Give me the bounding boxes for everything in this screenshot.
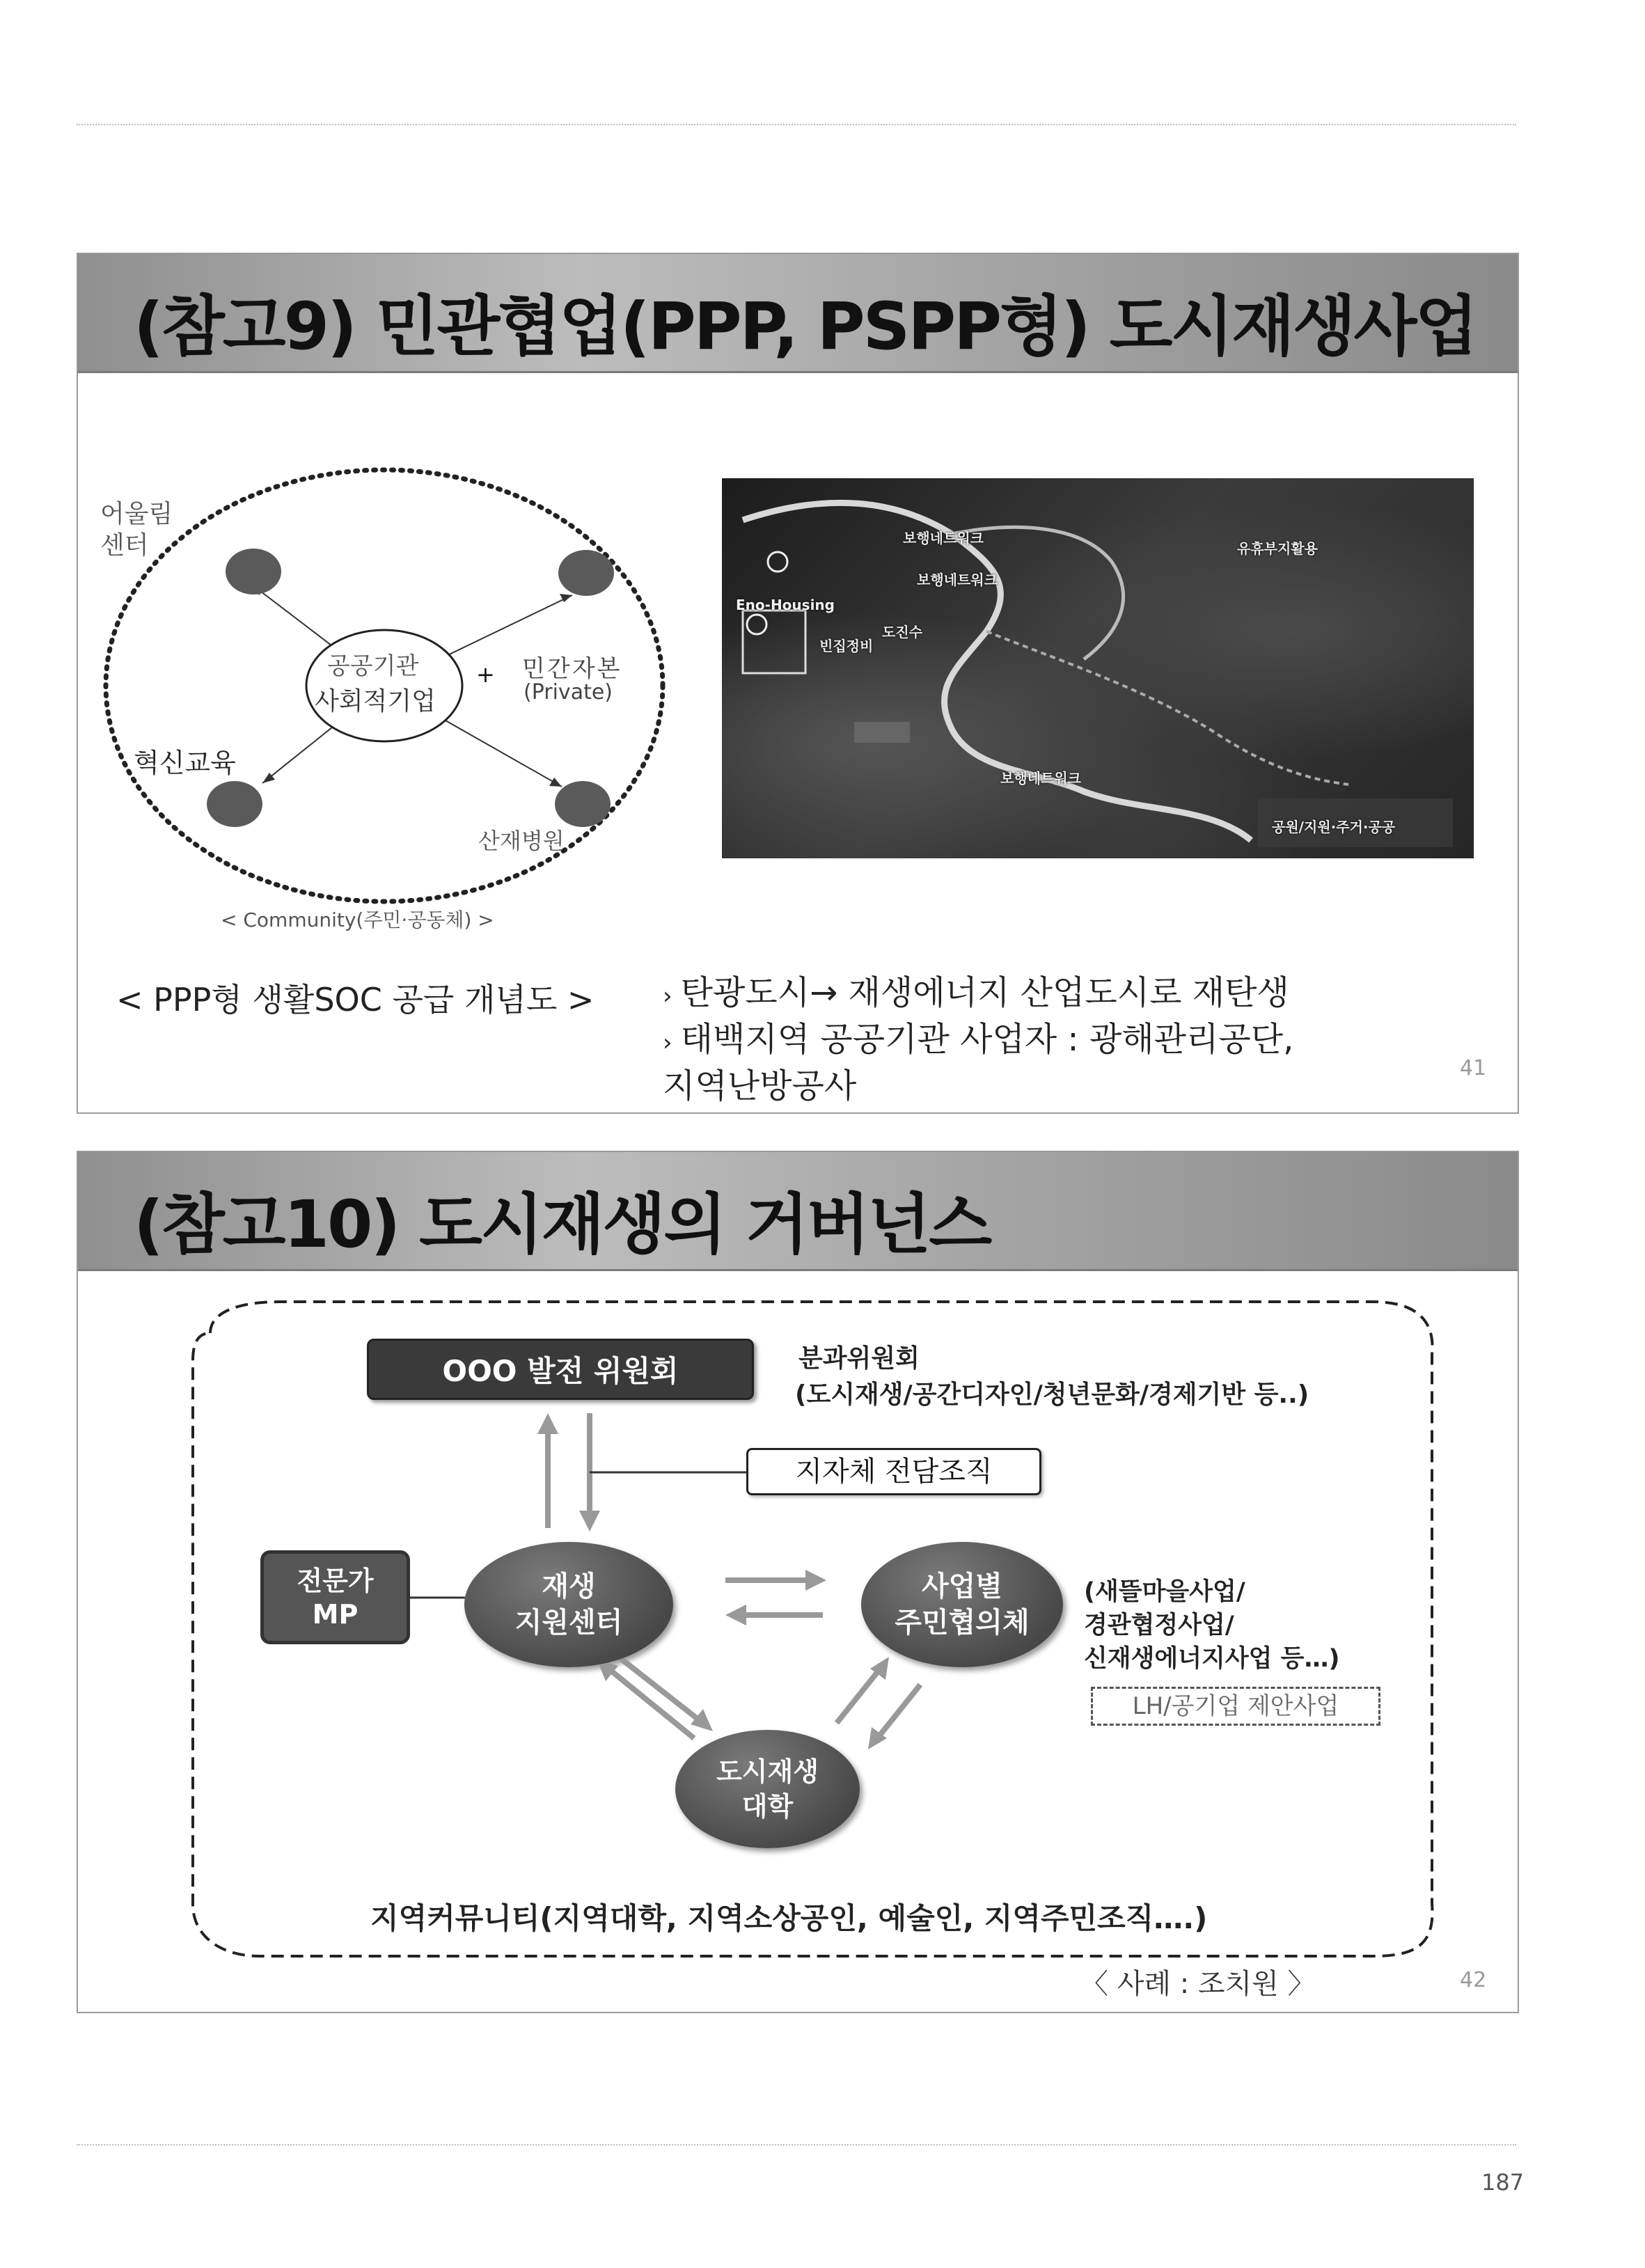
arrow-diag [837, 1671, 879, 1723]
bullet-list [663, 971, 1293, 1108]
photo-label-dojinsu: 도진수 [882, 624, 922, 640]
expert-label: 전문가 [297, 1565, 374, 1596]
center-label-social: 사회적기업 [315, 687, 436, 716]
subcommittee-label: 분과위원회 [798, 1344, 920, 1373]
plus-sign: + [476, 661, 495, 688]
photo-label-walk: 보행네트워크 [917, 572, 998, 588]
photo-label-vacant: 빈집정비 [819, 638, 874, 654]
slide-page-number: 41 [1460, 1056, 1487, 1080]
photo-label-reuse: 유휴부지활용 [1237, 540, 1318, 557]
bullet-item: 지역난방공사 [663, 1066, 857, 1105]
university-ellipse: 도시재생 대학 [675, 1730, 860, 1848]
bottom-rule [77, 2144, 1516, 2145]
projects-list: (새뜰마을사업/ 경관협정사업/ 신재생에너지사업 등…) [1084, 1578, 1340, 1673]
aerial-photo [722, 478, 1474, 858]
label-center: 센터 [100, 531, 149, 560]
node-circle [555, 781, 611, 827]
mp-label: MP [312, 1598, 359, 1630]
example-caption: 〈 사례 : 조치원 〉 [1080, 1968, 1316, 2000]
community-caption: 지역커뮤니티(지역대학, 지역소상공인, 예술인, 지역주민조직….) [370, 1901, 1208, 1935]
figure-caption: < PPP형 생활SOC 공급 개념도 > [116, 981, 595, 1018]
node-circle [558, 550, 614, 596]
label-eoullim: 어울림 [100, 500, 173, 528]
local-gov-box: 지자체 전담조직 [746, 1448, 1041, 1495]
bullet-item: › 태백지역 공공기관 사업자 : 광해관리공단, [663, 1020, 1294, 1059]
label-hospital: 산재병원 [478, 828, 565, 854]
community-label: < Community(주민·공동체) > [221, 908, 494, 931]
bullet-item: › 탄광도시→ 재생에너지 산업도시로 재탄생 [663, 973, 1289, 1012]
support-center-ellipse: 재생 지원센터 [464, 1542, 673, 1667]
slide-title: (참고10) 도시재생의 거버넌스 [134, 1187, 991, 1263]
road-overlay [722, 478, 1474, 858]
arrow-diag [879, 1685, 920, 1737]
expert-mp-box [260, 1550, 410, 1644]
photo-label-walk: 보행네트워크 [1000, 770, 1081, 787]
subcommittee-detail: (도시재생/공간디자인/청년문화/경제기반 등..) [795, 1380, 1309, 1409]
resident-council-ellipse: 사업별 주민협의체 [861, 1542, 1063, 1667]
ppp-concept-diagram [78, 254, 705, 950]
node-circle [226, 549, 281, 594]
slide-42 [77, 1151, 1519, 2013]
document-page-number: 187 [1481, 2169, 1525, 2196]
slide-page-number: 42 [1460, 1968, 1487, 1992]
photo-label-bottom: 공원/지원·주거·공공 [1272, 819, 1396, 835]
label-innovation-edu: 혁신교육 [134, 748, 236, 778]
center-label-public: 공공기관 [327, 652, 419, 680]
label-private: (Private) [524, 680, 613, 704]
label-private-capital: 민간자본 [522, 655, 622, 683]
top-rule [77, 124, 1516, 125]
lh-proposal-box: LH/공기업 제안사업 [1091, 1687, 1380, 1726]
committee-box: OOO 발전 위원회 [367, 1339, 754, 1400]
node-circle [207, 781, 262, 827]
photo-label-walk: 보행네트워크 [903, 530, 984, 546]
slide-41 [77, 253, 1519, 1114]
slide-title: (참고9) 민관협업(PPP, PSPP형) 도시재생사업 [134, 289, 1477, 365]
photo-label-housing: Eno-Housing [736, 597, 835, 613]
